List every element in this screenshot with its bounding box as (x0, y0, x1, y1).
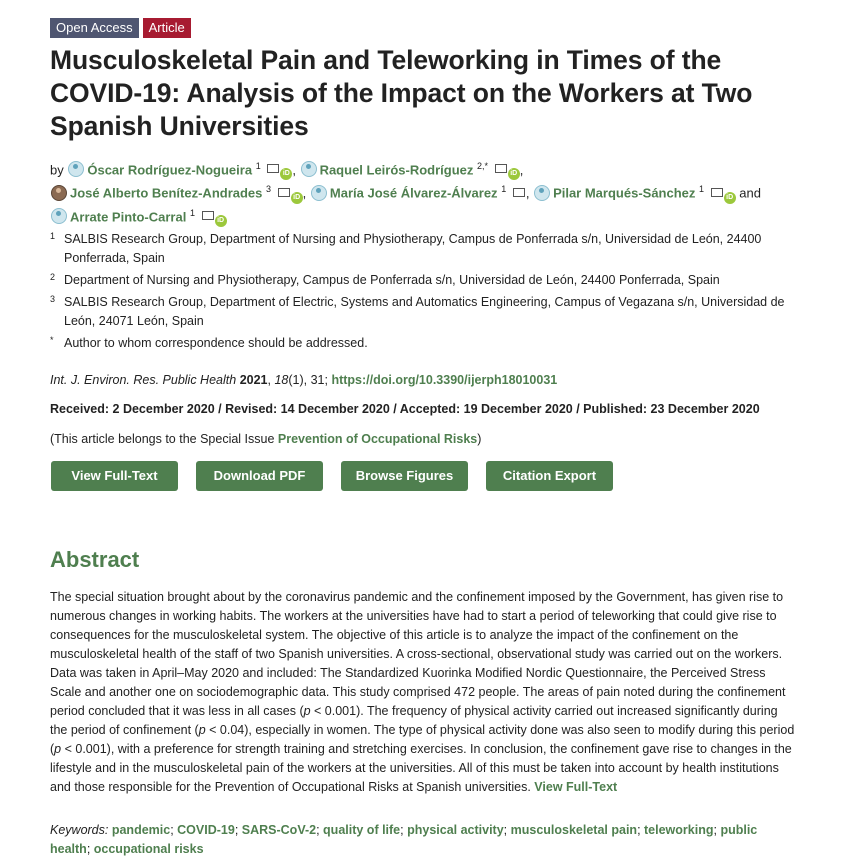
orcid-icon[interactable]: iD (215, 215, 227, 227)
citation-export-button[interactable]: Citation Export (486, 461, 613, 491)
avatar-photo-icon[interactable] (51, 185, 67, 201)
keyword-link[interactable]: quality of life (323, 823, 401, 837)
affiliation-number: 3 (50, 294, 56, 304)
affiliation-number: 2 (50, 272, 56, 282)
doi-link[interactable]: https://doi.org/10.3390/ijerph18010031 (331, 373, 558, 387)
author-link[interactable]: Raquel Leirós-Rodríguez (319, 162, 474, 178)
p-value-symbol: p (198, 723, 206, 737)
special-issue-suffix: ) (477, 432, 482, 446)
affiliation-sup: 1 (189, 207, 195, 218)
p-value-symbol: p (303, 704, 311, 718)
avatar-icon[interactable] (51, 208, 67, 224)
abstract-full-text-link[interactable]: View Full-Text (534, 780, 618, 794)
avatar-icon[interactable] (311, 185, 327, 201)
keyword-link[interactable]: musculoskeletal pain (510, 823, 638, 837)
p-value-symbol: p (54, 742, 62, 756)
browse-figures-button[interactable]: Browse Figures (341, 461, 468, 491)
badges (50, 18, 191, 38)
keyword-link[interactable]: pandemic (111, 823, 171, 837)
affiliation-sup: 3 (266, 184, 272, 195)
orcid-icon[interactable]: iD (508, 168, 520, 180)
view-full-text-button[interactable]: View Full-Text (51, 461, 178, 491)
by-label: by (50, 162, 64, 178)
author-link[interactable]: María José Álvarez-Álvarez (329, 185, 498, 201)
affiliation-sup: 1 (699, 184, 705, 195)
affiliation-2 (50, 271, 810, 290)
keyword-link[interactable]: public health (50, 823, 758, 856)
mail-icon[interactable] (278, 188, 290, 197)
affiliation-text: Department of Nursing and Physiotherapy, Campus de Ponferrada s/n, Universidad de León, 24400 Ponferrada, Spain (64, 273, 720, 287)
abstract-part: The special situation brought about by the coronavirus pandemic and the confinement imposed by the Government, has given rise to numerous changes in working habits. The workers at the universities have had to start a period of teleworking that could give rise to consequences for the musculoskeletal system. The objective of this article is to analyze the impact of the confinement on the musculoskeletal health of the staff of two Spanish universities. A cross-sectional, observational study was carried out on the workers. Data was taken in April–May 2020 and included: The Standardized Kuorinka Modified Nordic Questionnaire, the Perceived Stress Scale and another one on sociodemographic data. This study comprised 472 people. The areas of pain noted during the confinement period concluded that it was less in all cases ( (50, 590, 786, 718)
keyword-link[interactable]: physical activity (407, 823, 504, 837)
open-access-badge[interactable]: Open Access (50, 18, 139, 38)
article-title: Musculoskeletal Pain and Teleworking in Times of the COVID-19: Analysis of the Impact on the Workers at Two Spanish Universities (50, 45, 753, 141)
action-buttons (51, 461, 613, 491)
affiliation-text: SALBIS Research Group, Department of Nursing and Physiotherapy, Campus de Ponferrada s/n, Universidad de León, 24400 Ponferrada, Spain (64, 232, 762, 265)
keyword-link[interactable]: teleworking (644, 823, 714, 837)
mail-icon[interactable] (267, 164, 279, 173)
affiliation-sup: 1 (255, 161, 261, 171)
abstract-part: < 0.001), with a preference for strength training and stretching exercises. In conclusion, the confinement gave rise to changes in the lifestyle and in the musculoskeletal pain of the workers at the universities. All of this must be taken into account by health institutions and those responsible for the Prevention of Occupational Risks at Spanish universities. (50, 742, 792, 794)
orcid-icon[interactable]: iD (291, 192, 303, 204)
special-issue-link[interactable]: Prevention of Occupational Risks (277, 432, 478, 446)
keyword-link[interactable]: COVID-19 (177, 823, 235, 837)
keyword-link[interactable]: occupational risks (93, 842, 204, 856)
avatar-icon[interactable] (68, 161, 84, 177)
article-type-badge[interactable]: Article (143, 18, 191, 38)
author-link[interactable]: Arrate Pinto-Carral (70, 208, 187, 224)
affiliation-sup: 2,* (477, 161, 489, 171)
abstract-text (50, 588, 795, 797)
affiliation-corresponding (50, 334, 810, 353)
avatar-icon[interactable] (534, 185, 550, 201)
author-link[interactable]: Óscar Rodríguez-Nogueira (87, 162, 253, 178)
mail-icon[interactable] (513, 188, 525, 197)
affiliation-3 (50, 293, 810, 331)
citation-line: Int. J. Environ. Res. Public Health 2021, 18(1), 31; https://doi.org/10.3390/ijerph18010031 (50, 373, 558, 387)
avatar-icon[interactable] (301, 161, 317, 177)
author-link[interactable]: José Alberto Benítez-Andrades (70, 185, 263, 201)
affiliation-text: Author to whom correspondence should be addressed. (64, 336, 368, 350)
affiliation-number: 1 (50, 231, 56, 241)
orcid-icon[interactable]: iD (724, 192, 736, 204)
abstract-part: < 0.001). The frequency of physical activity carried out increased significantly during the period of confinement ( (50, 704, 778, 737)
mail-icon[interactable] (711, 188, 723, 197)
citation-issue: (1), 31; (288, 373, 328, 387)
affiliation-text: SALBIS Research Group, Department of Electric, Systems and Automatics Engineering, Campus of Vegazana s/n, Universidad de León, 24071 León, Spain (64, 295, 785, 328)
special-issue-note (50, 432, 481, 446)
abstract-part: < 0.04), especially in women. The type of physical activity done was also seen to modify during this period ( (50, 723, 795, 756)
special-issue-prefix: (This article belongs to the Special Issue (50, 432, 278, 446)
author-list: by Óscar Rodríguez-Nogueira $^1$ iD , Raquel Leirós-Rodríguez $^{2,*}$ iD , José Alberto Benítez-Andrades $^3$ iD , María José Álvarez-Álvarez $^1$ , Pilar Marqués-Sánchez $^1$ iD and Arrate Pinto-Carral $^1$ iD (50, 157, 810, 227)
keywords-label: Keywords: (50, 823, 109, 837)
affiliation-sup: 1 (501, 184, 507, 195)
abstract-heading: Abstract (50, 547, 140, 572)
mail-icon[interactable] (495, 164, 507, 173)
keyword-link[interactable]: SARS-CoV-2 (241, 823, 317, 837)
publication-dates: Received: 2 December 2020 / Revised: 14 December 2020 / Accepted: 19 December 2020 / Published: 23 December 2020 (50, 402, 760, 416)
and-label: and (739, 185, 761, 201)
citation-year: 2021 (239, 373, 268, 387)
journal-name: Int. J. Environ. Res. Public Health (50, 373, 237, 387)
mail-icon[interactable] (202, 211, 214, 220)
keywords: Keywords: pandemic; COVID-19; SARS-CoV-2; quality of life; physical activity; musculoskeletal pain; teleworking; public health; occupational risks (50, 823, 758, 856)
author-link[interactable]: Pilar Marqués-Sánchez (553, 185, 696, 201)
download-pdf-button[interactable]: Download PDF (196, 461, 323, 491)
affiliation-1 (50, 230, 810, 268)
affiliation-number: * (50, 335, 54, 345)
citation-volume: 18 (274, 373, 289, 387)
orcid-icon[interactable]: iD (280, 168, 292, 180)
